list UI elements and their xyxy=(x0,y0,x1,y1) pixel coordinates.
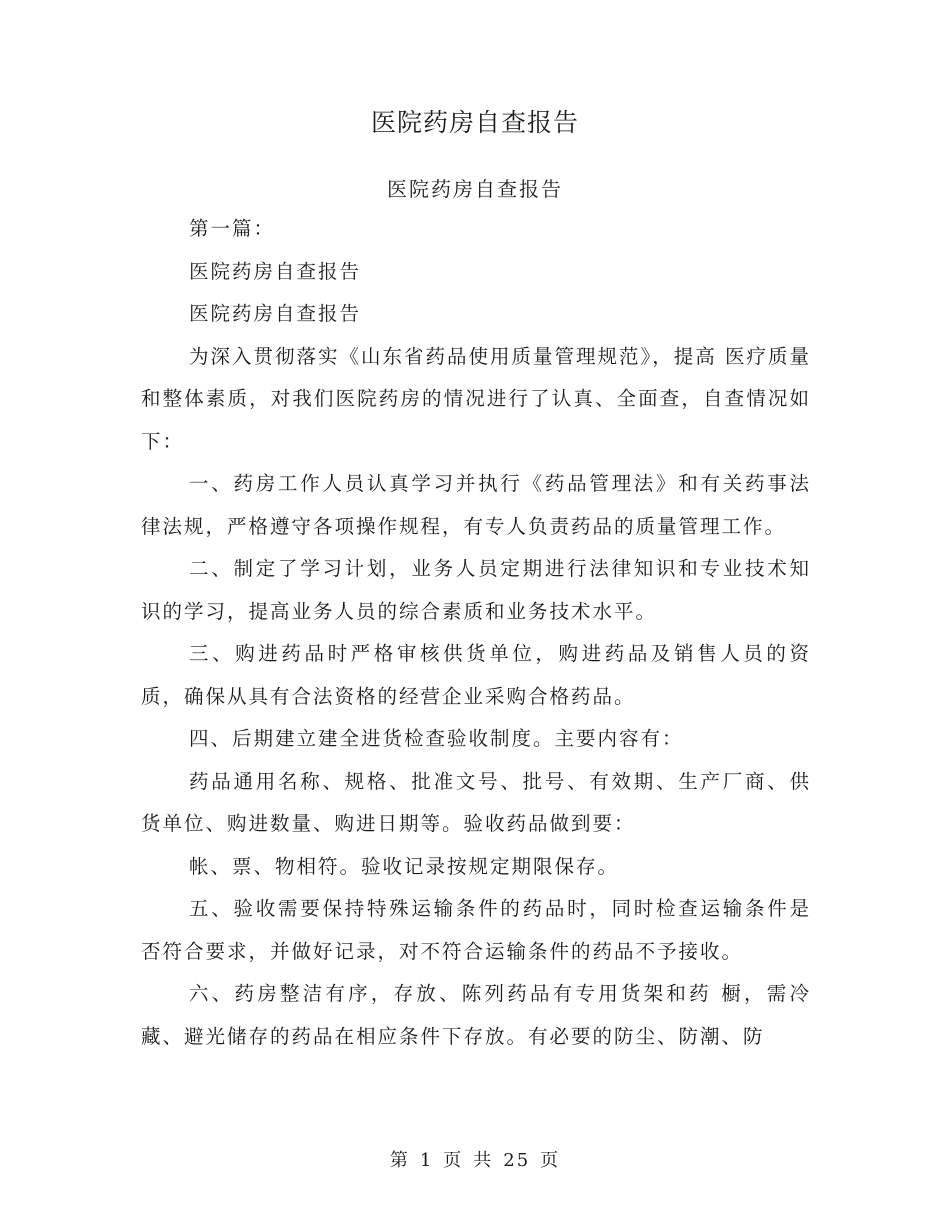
document-body xyxy=(141,208,811,1058)
paragraph-item-2: 二、制定了学习计划，业务人员定期进行法律知识和专业技术知识的学习，提高业务人员的综合素质和业务技术水平。 xyxy=(141,557,811,623)
footer-page-word: 页 xyxy=(443,1150,464,1171)
footer-prefix: 第 xyxy=(389,1150,410,1171)
paragraph-heading-2: 医院药房自查报告 xyxy=(189,302,362,325)
document-subtitle: 医院药房自查报告 xyxy=(387,177,563,201)
paragraph-item-3: 三、购进药品时严格审核供货单位，购进药品及销售人员的资质，确保从具有合法资格的经营企业采购合格药品。 xyxy=(141,642,811,708)
paragraph-item-4-contents: 药品通用名称、规格、批准文号、批号、有效期、生产厂商、供货单位、购进数量、购进日期等。验收药品做到要： xyxy=(141,769,811,835)
footer-suffix: 页 xyxy=(540,1150,561,1171)
paragraph-section-label: 第一篇： xyxy=(189,217,276,240)
paragraph-item-6: 六、药房整洁有序，存放、陈列药品有专用货架和药 橱，需冷藏、避光储存的药品在相应条件下存放。有必要的防尘、防潮、防 xyxy=(141,982,811,1048)
paragraph-item-4-records: 帐、票、物相符。验收记录按规定期限保存。 xyxy=(189,854,620,878)
footer-total-word: 共 xyxy=(473,1150,494,1171)
paragraph-heading-1: 医院药房自查报告 xyxy=(189,259,362,283)
paragraph-item-1: 一、药房工作人员认真学习并执行《药品管理法》和有关药事法律法规，严格遵守各项操作规程，有专人负责药品的质量管理工作。 xyxy=(141,472,811,538)
document-title: 医院药房自查报告 xyxy=(370,108,579,137)
paragraph-intro: 为深入贯彻落实《山东省药品使用质量管理规范》，提高 医疗质量和整体素质，对我们医院药房的情况进行了认真、全面查，自查情况如下： xyxy=(141,344,811,453)
page-footer xyxy=(0,1146,950,1172)
footer-total-pages: 25 xyxy=(503,1150,531,1171)
footer-page-number: 1 xyxy=(419,1150,434,1171)
paragraph-item-4: 四、后期建立建全进货检查验收制度。主要内容有： xyxy=(189,727,684,750)
paragraph-item-5: 五、验收需要保持特殊运输条件的药品时，同时检查运输条件是否符合要求，并做好记录，对不符合运输条件的药品不予接收。 xyxy=(141,897,811,963)
